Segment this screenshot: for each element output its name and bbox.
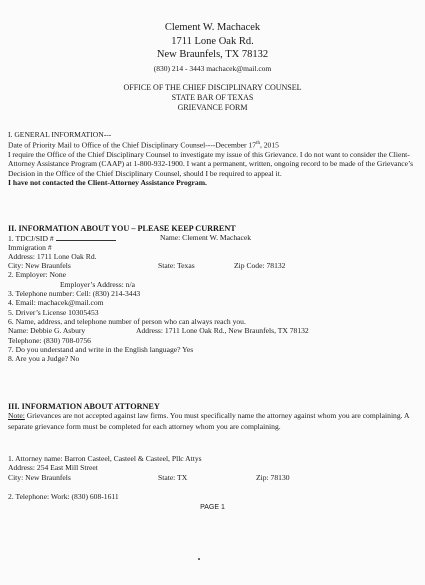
judge-question: 8. Are you a Judge? No (8, 354, 80, 364)
contact-telephone: Telephone: (830) 708-0756 (8, 335, 91, 345)
tdcj-blank (56, 233, 116, 241)
english-question: 7. Do you understand and write in the English language? Yes (8, 344, 194, 354)
drivers-license: 5. Driver’s License 10305453 (8, 307, 99, 317)
sender-street: 1711 Lone Oak Rd. (171, 36, 254, 47)
contact-name: Name: Debbie G. Asbury (8, 326, 86, 336)
bar-title: STATE BAR OF TEXAS (171, 93, 254, 102)
attorney-details (8, 454, 420, 482)
contact-person-row (8, 326, 420, 335)
tdcj-row (8, 233, 420, 242)
sender-city-line: New Braunfels, TX 78132 (156, 49, 269, 60)
section-general-information (8, 130, 420, 187)
section-information-about-you (8, 224, 420, 363)
priority-mail-date: Date of Priority Mail to Office of the Chief Disciplinary Counsel----December 17th, 2015 (8, 140, 279, 150)
section-information-about-attorney (8, 402, 420, 432)
employer: 2. Employer: None (8, 270, 66, 280)
attorney-address: Address: 254 East Mill Street (8, 463, 98, 473)
caap-note: I have not contacted the Client-Attorney Assistance Program. (8, 178, 207, 188)
tdcj-label: 1. TDCJ/SID # (8, 234, 54, 244)
attorney-zip: Zip: 78130 (256, 472, 290, 482)
scan-speck (198, 558, 200, 560)
attorney-note: Note: Grievances are not accepted against law firms. You must specifically name the attorney against whom you are complaining. A separate grievance form must be completed for each attorney whom you are complaining. (8, 411, 410, 431)
contact-address: Address: 1711 Lone Oak Rd., New Braunfels, TX 78132 (136, 326, 309, 336)
applicant-name: Name: Clement W. Machacek (160, 233, 252, 243)
attorney-name: 1. Attorney name: Barron Casteel, Casteel & Casteel, Pllc Attys (8, 454, 202, 463)
attorney-telephone: 2. Telephone: Work: (830) 608-1611 (8, 492, 119, 501)
applicant-address: Address: 1711 Lone Oak Rd. (8, 251, 97, 261)
applicant-city: City: New Braunfels (8, 261, 71, 271)
employer-address: Employer’s Address: n/a (60, 279, 135, 289)
section3-title: III. INFORMATION ABOUT ATTORNEY (8, 402, 160, 411)
page-number: PAGE 1 (200, 504, 225, 511)
attorney-city-state-zip-row (8, 473, 420, 482)
applicant-state: State: Texas (158, 261, 195, 271)
attorney-phone-block (8, 492, 420, 501)
applicant-zip: Zip Code: 78132 (234, 261, 286, 271)
sender-name: Clement W. Machacek (164, 22, 261, 33)
office-title: OFFICE OF THE CHIEF DISCIPLINARY COUNSEL (123, 83, 302, 92)
city-state-zip-row (8, 261, 420, 270)
contact-question: 6. Name, address, and telephone number of person who can always reach you. (8, 316, 246, 326)
telephone-number: 3. Telephone number: Cell: (830) 214-3443 (8, 289, 141, 299)
attorney-city: City: New Braunfels (8, 472, 71, 482)
email: 4. Email: machacek@mail.com (8, 298, 104, 308)
attorney-state: State: TX (158, 472, 188, 482)
section2-title: II. INFORMATION ABOUT YOU – PLEASE KEEP CURRENT (8, 224, 236, 233)
section1-title: I. GENERAL INFORMATION--- (8, 130, 112, 139)
form-title: GRIEVANCE FORM (177, 103, 248, 112)
general-paragraph: I require the Office of the Chief Disciplinary Counsel to investigate my issue of this Grievance. I do not want to consider the Client-Attorney Assistance Program (CAAP) at 1-800-932-1900. I want a permanent, written, ongoing record to be made of the Grievance’s Decision in the Office of the Chief Disciplinary Counsel, should I be required to appeal it. (8, 150, 414, 178)
immigration-number: Immigration # (8, 242, 52, 252)
sender-contact: (830) 214 - 3443 machacek@mail.com (153, 64, 272, 73)
